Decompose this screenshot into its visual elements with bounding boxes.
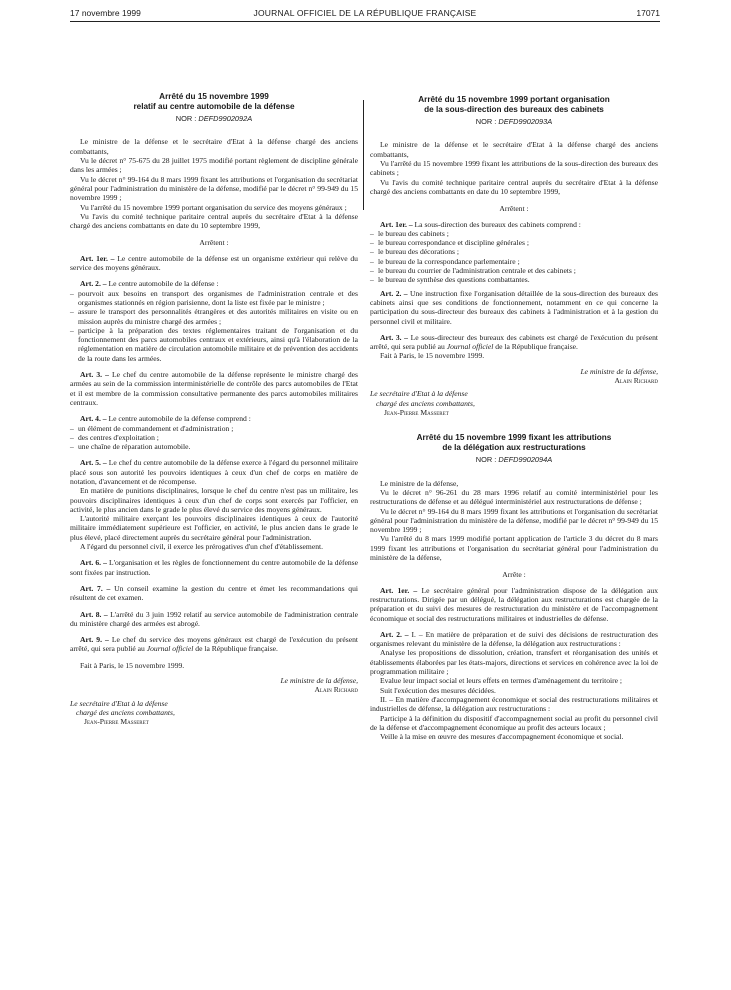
right-a-art-1-item: – le bureau des cabinets ; [370, 228, 449, 238]
right-decree-a-title: Arrêté du 15 novembre 1999 portant organisation de la sous-direction des bureaux des cabinets [418, 95, 610, 114]
left-art-5-p3: L'autorité militaire exerçant les pouvoirs disciplinaires identiques à ceux de l'autorité militaire immédiatement supérieure est l'officier, en activité, le plus ancien dans le grade le plus élevé, placé directement auprès du secrétaire général pour l'administration. [70, 514, 358, 542]
left-art-2-item: – participe à la préparation des textes réglementaires traitant de l'organisation et du fonctionnement des parcs automobiles centraux et extérieurs, ainsi qu'à l'élaboration de la réglementation en matière de circulation automobile militaire et de prévention des accidents de la route dans les armées. [70, 325, 358, 363]
right-b-intro: Le ministre de la défense, [380, 478, 459, 488]
left-art-2-item: – assure le transport des personnalités étrangères et des autorités militaires en visite ou en mission auprès du ministre chargé des armées ; [70, 307, 358, 326]
left-art-4-item: – un élément de commandement et d'administration ; [70, 423, 234, 433]
left-column [70, 92, 358, 727]
right-b-art-2-p5: Participe à la définition du dispositif d'accompagnement social au profit du personnel civil de la défense et d'accompagnement économique au profit des acteurs locaux ; [370, 713, 658, 732]
left-decree-title: Arrêté du 15 novembre 1999 relatif au centre automobile de la défense [133, 92, 295, 111]
column-rule [363, 100, 364, 210]
left-signature-secretary: Le secrétaire d'Etat à la défense chargé des anciens combattants, Jean-Pierre Masseret [70, 698, 175, 727]
left-art-9: Art. 9. – Le chef du service des moyens généraux est chargé de l'exécution du présent arrêté, qui sera publié au Journal officiel de la République française. [70, 635, 359, 654]
header-date: 17 novembre 1999 [70, 8, 141, 18]
right-b-art-2-p4: II. – En matière d'accompagnement économique et social des restructurations militaires et industrielles de défense, la délégation aux restructurations : [370, 694, 658, 714]
page-header [70, 8, 660, 22]
right-a-art-3: Art. 3. – Le sous-directeur des bureaux des cabinets est chargé de l'exécution du présent arrêté, qui sera publié au Journal officiel de la République française. [370, 332, 658, 352]
left-art-4-item: – des centres d'exploitation ; [70, 432, 159, 442]
left-art-5-p4: A l'égard du personnel civil, il exerce les prérogatives d'un chef d'établissement. [80, 542, 324, 552]
right-a-art-1-item: – le bureau de synthèse des questions combattantes. [370, 275, 530, 285]
right-b-art-2-p6: Veille à la mise en œuvre des mesures d'accompagnement économique et social. [380, 732, 624, 742]
right-b-vu-2: Vu le décret n° 99-164 du 8 mars 1999 fixant les attributions et l'organisation du secrétariat général pour l'administration du ministère de la défense, modifié par le décret n° 99-949 du 15 novembre 1999 ; [370, 506, 658, 535]
right-decree-b [370, 433, 658, 741]
left-art-3: Art. 3. – Le chef du centre automobile de la défense représente le ministre chargé des armées au sein de la commission interministérielle de contrôle des parcs automobiles de l'Etat et il est membre de la commission consultative permanente des parcs automobiles militaires centraux. [70, 370, 358, 407]
header-rule [70, 21, 660, 22]
right-a-vu-2: Vu l'avis du comité technique paritaire central auprès du secrétaire d'Etat à la défense chargé des anciens combattants en date du 10 septembre 1999, [370, 177, 658, 196]
left-arretent: Arrêtent : [199, 238, 229, 248]
right-decree-b-nor: NOR : DEFD9902094A [475, 455, 553, 465]
right-a-art-1: Art. 1er. – La sous-direction des bureaux des cabinets comprend : [380, 219, 581, 229]
left-signature-minister: Le ministre de la défense, Alain Richard [280, 676, 358, 695]
left-vu-3: Vu l'arrêté du 15 novembre 1999 portant organisation du service des moyens généraux ; [80, 202, 347, 212]
right-decree-a-nor: NOR : DEFD9902093A [475, 117, 553, 127]
left-nor-reference: NOR : DEFD9902092A [175, 114, 253, 124]
left-fait: Fait à Paris, le 15 novembre 1999. [80, 660, 185, 670]
left-art-1: Art. 1er. – Le centre automobile de la défense est un organisme extérieur qui relève du service des moyens généraux. [70, 253, 358, 273]
right-b-vu-3: Vu l'arrêté du 8 mars 1999 modifié portant application de l'article 3 du décret du 8 mars 1999 fixant les attributions et l'organisation du secrétariat général pour l'administration du ministère de la défense, [370, 534, 658, 563]
right-a-intro: Le ministre de la défense et le secrétaire d'Etat à la défense chargé des anciens combattants, [370, 140, 658, 159]
left-art-4-item: – une chaîne de réparation automobile. [70, 442, 191, 452]
right-a-art-1-item: – le bureau des décorations ; [370, 247, 459, 257]
left-art-2-item: – pourvoit aux besoins en transport des organismes de l'administration centrale et des organismes stationnés en région parisienne, dont la liste est fixée par le ministre ; [70, 288, 358, 307]
header-journal-title: JOURNAL OFFICIEL DE LA RÉPUBLIQUE FRANÇAISE [253, 8, 477, 18]
left-art-5: Art. 5. – Le chef du centre automobile de la défense exerce à l'égard du personnel militaire placé sous son autorité les pouvoirs identiques à ceux d'un chef de corps en matière de notation, d'avancement et de récompense. [70, 458, 358, 486]
right-a-fait: Fait à Paris, le 15 novembre 1999. [380, 351, 485, 361]
header-page-number: 17071 [636, 8, 660, 18]
right-a-art-1-item: – le bureau de la correspondance parlementaire ; [370, 256, 520, 266]
right-a-art-1-item: – le bureau correspondance et discipline générales ; [370, 238, 529, 248]
left-art-2: Art. 2. – Le centre automobile de la défense : [80, 279, 219, 289]
right-b-art-2-p3: Suit l'exécution des mesures décidées. [380, 685, 496, 695]
left-vu-4: Vu l'avis du comité technique paritaire central auprès du secrétaire d'Etat à la défense chargé des anciens combattants en date du 10 septembre 1999, [70, 211, 358, 231]
right-a-signature-minister: Le ministre de la défense, Alain Richard [580, 366, 658, 386]
left-art-8: Art. 8. – L'arrêté du 3 juin 1992 relatif au service automobile de l'administration centrale du ministère chargé des armées est abrogé. [70, 609, 358, 628]
right-column [370, 95, 658, 741]
left-vu-1: Vu le décret n° 75-675 du 28 juillet 1975 modifié portant règlement de discipline générale dans les armées ; [70, 156, 358, 175]
right-b-art-1: Art. 1er. – Le secrétaire général pour l'administration dispose de la délégation aux restructurations. Dirigée par un délégué, la délégation aux restructurations est chargée de la préparation et du suivi des mesures de restructuration du ministère et de l'accompagnement économique et social des restructurations militaires et industrielles de défense. [370, 585, 658, 623]
left-vu-2: Vu le décret n° 99-164 du 8 mars 1999 fixant les attributions et l'organisation du secrétariat général pour l'administration du ministère de la défense, modifié par le décret n° 99-949 du 15 novembre 1999 ; [70, 174, 358, 203]
right-a-arretent: Arrêtent : [499, 204, 529, 214]
left-art-6: Art. 6. – L'organisation et les règles de fonctionnement du centre automobile de la défense sont fixées par instruction. [70, 558, 358, 577]
right-a-vu-1: Vu l'arrêté du 15 novembre 1999 fixant les attributions de la sous-direction des bureaux des cabinets ; [370, 159, 659, 178]
right-b-vu-1: Vu le décret n° 96-261 du 28 mars 1996 relatif au comité interministériel pour les restructurations de défense et au délégué interministériel aux restructurations de défense ; [370, 487, 658, 507]
left-art-5-p2: En matière de punitions disciplinaires, lorsque le chef du centre n'est pas un militaire, les pouvoirs disciplinaires identiques à ceux d'un chef de corps sont exercés par l'officier, en activité, le plus ancien dans le grade le plus élevé du service des moyens généraux. [70, 486, 358, 514]
left-intro: Le ministre de la défense et le secrétaire d'Etat à la défense chargé des anciens combattants, [70, 137, 358, 156]
right-a-art-1-item: – le bureau du courrier de l'administration centrale et des cabinets ; [370, 266, 576, 276]
right-b-arrete: Arrête : [502, 570, 526, 580]
right-decree-b-title: Arrêté du 15 novembre 1999 fixant les attributions de la délégation aux restructurations [416, 433, 612, 452]
right-b-art-2: Art. 2. – I. – En matière de préparation et de suivi des décisions de restructuration des organismes relevant du ministère de la défense, la délégation aux restructurations : [370, 629, 658, 649]
right-a-art-2: Art. 2. – Une instruction fixe l'organisation détaillée de la sous-direction des bureaux des cabinets ainsi que ses conditions de fonctionnement, notamment en ce qui concerne la participation du sous-directeur des bureaux des cabinets à l'administration et à la gestion du personnel civil et militaire. [370, 288, 658, 326]
right-b-art-2-p1: Analyse les propositions de dissolution, création, transfert et réorganisation des unités et établissements élaborées par les états-majors, directions et services en cohérence avec la loi de programmation militaire ; [370, 648, 658, 677]
left-art-7: Art. 7. – Un conseil examine la gestion du centre et émet les recommandations qui résultent de cet examen. [70, 583, 359, 603]
right-a-signature-secretary: Le secrétaire d'Etat à la défense chargé des anciens combattants, Jean-Pierre Masseret [370, 389, 475, 417]
right-b-art-2-p2: Evalue leur impact social et leurs effets en termes d'aménagement du territoire ; [380, 676, 623, 686]
left-art-4: Art. 4. – Le centre automobile de la défense comprend : [80, 414, 251, 424]
